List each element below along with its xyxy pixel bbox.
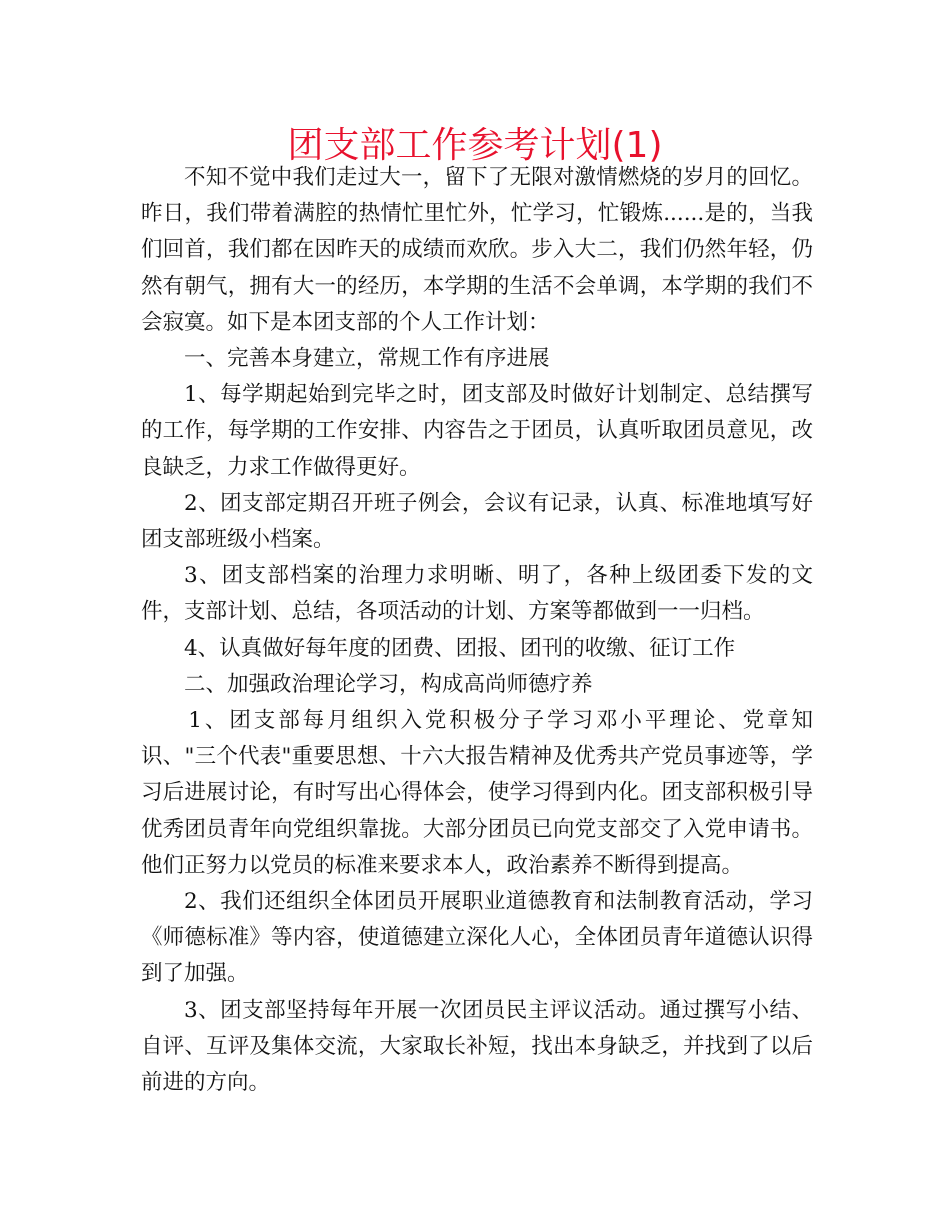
paragraph-2-3: 3、团支部坚持每年开展一次团员民主评议活动。通过撰写小结、自评、互评及集体交流，大家取长补短，找出本身缺乏，并找到了以后前进的方向。 bbox=[141, 997, 813, 1096]
paragraph-1-2: 2、团支部定期召开班子例会，会议有记录，认真、标准地填写好团支部班级小档案。 bbox=[141, 490, 813, 553]
document-body bbox=[141, 160, 813, 1101]
section-heading-2: 二、加强政治理论学习，构成高尚师德疗养 bbox=[184, 671, 593, 697]
paragraph-2-1: 1、团支部每月组织入党积极分子学习邓小平理论、党章知识、"三个代表"重要思想、十六大报告精神及优秀共产党员事迹等，学习后进展讨论，有时写出心得体会，使学习得到内化。团支部积极引导优秀团员青年向党组织靠拢。大部分团员已向党支部交了入党申请书。他们正努力以党员的标准来要求本人，政治素养不断得到提高。 bbox=[141, 708, 813, 878]
paragraph-1-4: 4、认真做好每年度的团费、团报、团刊的收缴、征订工作 bbox=[184, 635, 736, 661]
paragraph-intro: 不知不觉中我们走过大一，留下了无限对激情燃烧的岁月的回忆。昨日，我们带着满腔的热情忙里忙外，忙学习，忙锻炼......是的，当我们回首，我们都在因昨天的成绩而欢欣。步入大二，我们仍然年轻，仍然有朝气，拥有大一的经历，本学期的生活不会单调，本学期的我们不会寂寞。如下是本团支部的个人工作计划： bbox=[141, 165, 813, 335]
paragraph-2-2: 2、我们还组织全体团员开展职业道德教育和法制教育活动，学习《师德标准》等内容，使道德建立深化人心，全体团员青年道德认识得到了加强。 bbox=[141, 889, 813, 987]
document-title: 团支部工作参考计划(1) bbox=[287, 125, 663, 166]
paragraph-1-1: 1、每学期起始到完毕之时，团支部及时做好计划制定、总结撰写的工作，每学期的工作安排、内容告之于团员，认真听取团员意见，改良缺乏，力求工作做得更好。 bbox=[141, 382, 813, 480]
section-heading-1: 一、完善本身建立，常规工作有序进展 bbox=[184, 346, 550, 372]
paragraph-1-3: 3、团支部档案的治理力求明晰、明了，各种上级团委下发的文件，支部计划、总结，各项活动的计划、方案等都做到一一归档。 bbox=[141, 563, 813, 625]
